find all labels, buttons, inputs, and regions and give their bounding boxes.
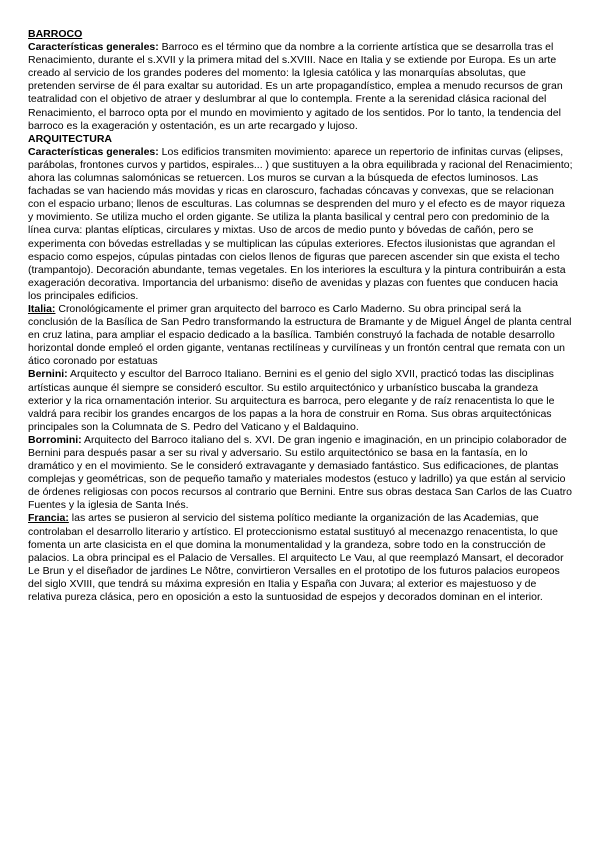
intro-paragraph [28, 41, 573, 133]
intro-text: Barroco es el término que da nombre a la corriente artística que se desarrolla tras el Renacimiento, durante el s.XVII y la primera mitad del s.XVIII. Nace en Italia y se extiende por Europa. Es un arte creado al servicio de los grandes poderes del momento: la Iglesia católica y las monarquías absolutas, que pretenden servirse de él para exaltar su autoridad. Es un arte propagandístico, emplea a menudo recursos de gran teatralidad con el objetivo de atraer y deslumbrar al que lo contempla. Frente a la serenidad clásica racional del Renacimiento, el barroco opta por el mundo en movimiento y agitado de los sentidos. Por lo tanto, la tendencia del barroco es la exageración y ostentación, es un arte recargado y lujoso. [28, 41, 563, 132]
bernini-text: Arquitecto y escultor del Barroco Italiano. Bernini es el genio del siglo XVII, practicó todas las disciplinas artísticas aunque él siempre se consideró escultor. Su estilo arquitectónico y urbanístico buscaba la grandeza exterior y la rica ornamentación interior. Su arquitectura es barroca, pero elegante y de raíz renacentista lo que le valdrá para recibir los grandes encargos de los papas a la hora de construir en Roma. Sus obras arquitectónicas principales son la Columnata de S. Pedro del Vaticano y el Baldaquino. [28, 368, 555, 433]
francia-label: Francia: [28, 512, 69, 525]
arch-text: Los edificios transmiten movimiento: aparece un repertorio de infinitas curvas (elipses, parábolas, frontones curvos y partidos, espirales... ) que sustituyen a la obra equilibrada y racional del Renacimiento; ahora las columnas salomónicas se retuercen. Los muros se curvan a la búsqueda de efectos luminosos. Las fachadas se van haciendo más movidas y ricas en claroscuro, fachadas cóncavas y convexas, que se relacionan con el espacio urbano; llenos de esculturas. Las columnas se desprenden del muro y el efecto es de mayor riqueza y movimiento. Se utiliza mucho el orden gigante. Se utiliza la planta basilical y central pero con predominio de la línea curva: plantas elípticas, circulares y mixtas. Uso de arcos de medio punto y bóvedas de cañón, pero se experimenta con bóvedas estrelladas y se multiplican las cúpulas exteriores. Efectos ilusionistas que agrandan el espacio como espejos, cúpulas pintadas con cielos llenos de figuras que parecen ascender sin que exista el techo (trampantojo). Decoración abundante, temas vegetales. En los interiores la escultura y la pintura contribuirán a esta exageración decorativa. Importancia del urbanismo: diseño de avenidas y plazas con fuentes que conducen hacia los principales edificios. [28, 145, 573, 302]
italia-paragraph [28, 303, 573, 368]
borromini-label: Borromini: [28, 433, 82, 446]
italia-label: Italia: [28, 302, 56, 315]
italia-text: Cronológicamente el primer gran arquitecto del barroco es Carlo Maderno. Su obra principal será la conclusión de la Basílica de San Pedro transformando la estructura de Bramante y de Miguel Ángel de planta central en cruz latina, para ampliar el espacio dedicado a la basílica. También construyó la fachada de notable desarrollo horizontal donde empleó el orden gigante, ventanas rectilíneas y curvilíneas y un frontón central que remata con un ático coronado por estatuas [28, 302, 572, 368]
francia-text: las artes se pusieron al servicio del sistema político mediante la organización de las Academias, que controlaban el desarrollo literario y artístico. El proteccionismo estatal sustituyó al mecenazgo renacentista, lo que fomenta un arte clasicista en el que domina la monumentalidad y la grandeza, sobre todo en la construcción de palacios. La obra principal es el Palacio de Versalles. El arquitecto Le Vau, al que reemplazó Mansart, el decorador Le Brun y el diseñador de jardines Le Nôtre, convirtieron Versalles en el prototipo de los futuros palacios europeos del siglo XVIII, que tendrá su máxima expresión en Italia y España con Juvara; al exterior es majestuoso y de relativa pureza clásica, pero en oposición a esto la suntuosidad de espejos y decorados dominan en el interior. [28, 512, 564, 604]
document-page [28, 28, 573, 604]
arch-paragraph [28, 146, 573, 303]
bernini-label: Bernini: [28, 368, 68, 381]
borromini-text: Arquitecto del Barroco italiano del s. XVI. De gran ingenio e imaginación, en un principio colaborador de Bernini para después pasar a ser su rival y adversario. Su estilo arquitectónico se basa en la fantasía, en lo dramático y en el movimiento. Se le consideró extravagante y demasiado fantástico. Sus edificaciones, de plantas complejas y geométricas, son de pequeño tamaño y materiales modestos (estuco y ladrillo) ya que están al servicio de órdenes religiosas con pocos recursos al contrario que Bernini. Entre sus obras destaca San Carlos de las Cuatro Fuentes y la iglesia de Santa Inés. [28, 433, 572, 512]
bernini-paragraph [28, 368, 573, 433]
intro-label: Características generales: [28, 41, 159, 54]
borromini-paragraph [28, 434, 573, 513]
francia-paragraph [28, 512, 573, 604]
section-title-arquitectura: ARQUITECTURA [28, 132, 112, 145]
document-title: BARROCO [28, 28, 83, 40]
arch-label: Características generales: [28, 145, 159, 158]
